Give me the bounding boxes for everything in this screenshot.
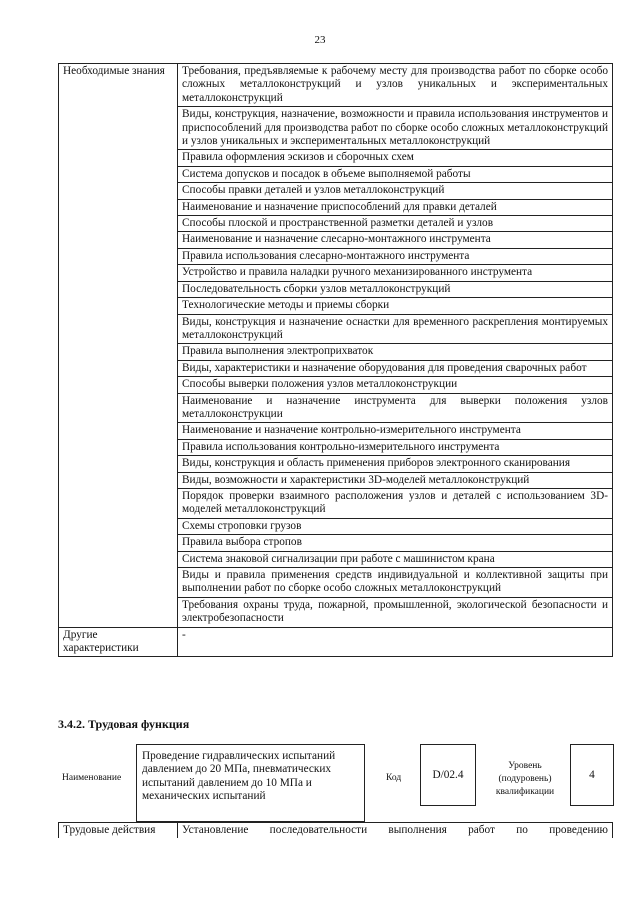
knowledge-item: Наименование и назначение контрольно-измерительного инструмента [178, 423, 613, 439]
knowledge-item: Наименование и назначение приспособлений для правки деталей [178, 199, 613, 215]
knowledge-item: Виды, характеристики и назначение оборудования для проведения сварочных работ [178, 360, 613, 376]
knowledge-item: Устройство и правила наладки ручного механизированного инструмента [178, 265, 613, 281]
labor-action-item: Установление последовательности выполнения работ по проведению [178, 823, 613, 839]
knowledge-item: Виды, возможности и характеристики 3D-моделей металлоконструкций [178, 472, 613, 488]
other-characteristics-label: Другие характеристики [59, 627, 178, 657]
knowledge-item: Система знаковой сигнализации при работе с машинистом крана [178, 551, 613, 567]
knowledge-item: Виды, конструкция и назначение оснастки для временного раскрепления монтируемых металлоконструкций [178, 314, 613, 344]
knowledge-item: Способы выверки положения узлов металлоконструкции [178, 377, 613, 393]
labor-function-code-label: Код [386, 773, 402, 783]
knowledge-table-body [59, 64, 613, 657]
section-heading: 3.4.2. Трудовая функция [58, 717, 190, 731]
knowledge-item: Наименование и назначение инструмента для выверки положения узлов металлоконструкции [178, 393, 613, 423]
knowledge-item: Способы плоской и пространственной разметки деталей и узлов [178, 216, 613, 232]
knowledge-item: Схемы строповки грузов [178, 518, 613, 534]
knowledge-item: Правила использования контрольно-измерительного инструмента [178, 439, 613, 455]
labor-actions-table [58, 822, 613, 838]
labor-function-name-label: Наименование [62, 773, 122, 783]
labor-actions-label: Трудовые действия [59, 823, 178, 839]
knowledge-item: Виды, конструкция, назначение, возможности и правила использования инструментов и приспособлений для производства работ по сборке особо сложных металлоконструкций и узлов уникальных и экспериментальных металлоконструкций [178, 107, 613, 150]
knowledge-item: Порядок проверки взаимного расположения узлов и деталей с использованием 3D-моделей металлоконструкций [178, 488, 613, 518]
labor-actions-row [59, 823, 613, 839]
knowledge-item: Система допусков и посадок в объеме выполняемой работы [178, 166, 613, 182]
knowledge-item: Способы правки деталей и узлов металлоконструкций [178, 183, 613, 199]
knowledge-item: Наименование и назначение слесарно-монтажного инструмента [178, 232, 613, 248]
other-characteristics-value: - [178, 627, 613, 657]
knowledge-item: Последовательность сборки узлов металлоконструкций [178, 281, 613, 297]
knowledge-item: Правила выбора стропов [178, 535, 613, 551]
page-number: 23 [314, 34, 326, 46]
knowledge-item: Требования, предъявляемые к рабочему месту для производства работ по сборке особо сложных металлоконструкций и узлов уникальных и экспериментальных металлоконструкций [178, 64, 613, 107]
qualification-level: 4 [570, 744, 614, 806]
labor-function-code: D/02.4 [420, 744, 476, 806]
knowledge-table [58, 63, 613, 657]
knowledge-row [59, 64, 613, 107]
labor-function-name: Проведение гидравлических испытаний давлением до 20 МПа, пневматических испытаний давлением до 10 МПа и механических испытаний [136, 744, 365, 822]
knowledge-item: Виды и правила применения средств индивидуальной и коллективной защиты при выполнении работ по сборке особо сложных металлоконструкций [178, 568, 613, 598]
other-characteristics-row [59, 627, 613, 657]
knowledge-item: Правила оформления эскизов и сборочных схем [178, 150, 613, 166]
knowledge-label: Необходимые знания [59, 64, 178, 628]
knowledge-item: Требования охраны труда, пожарной, промышленной, экологической безопасности и электробезопасности [178, 597, 613, 627]
knowledge-item: Виды, конструкция и область применения приборов электронного сканирования [178, 456, 613, 472]
knowledge-item: Правила выполнения электроприхваток [178, 344, 613, 360]
qualification-level-label: Уровень (подуровень) квалификации [495, 761, 555, 797]
knowledge-item: Технологические методы и приемы сборки [178, 298, 613, 314]
knowledge-item: Правила использования слесарно-монтажного инструмента [178, 248, 613, 264]
